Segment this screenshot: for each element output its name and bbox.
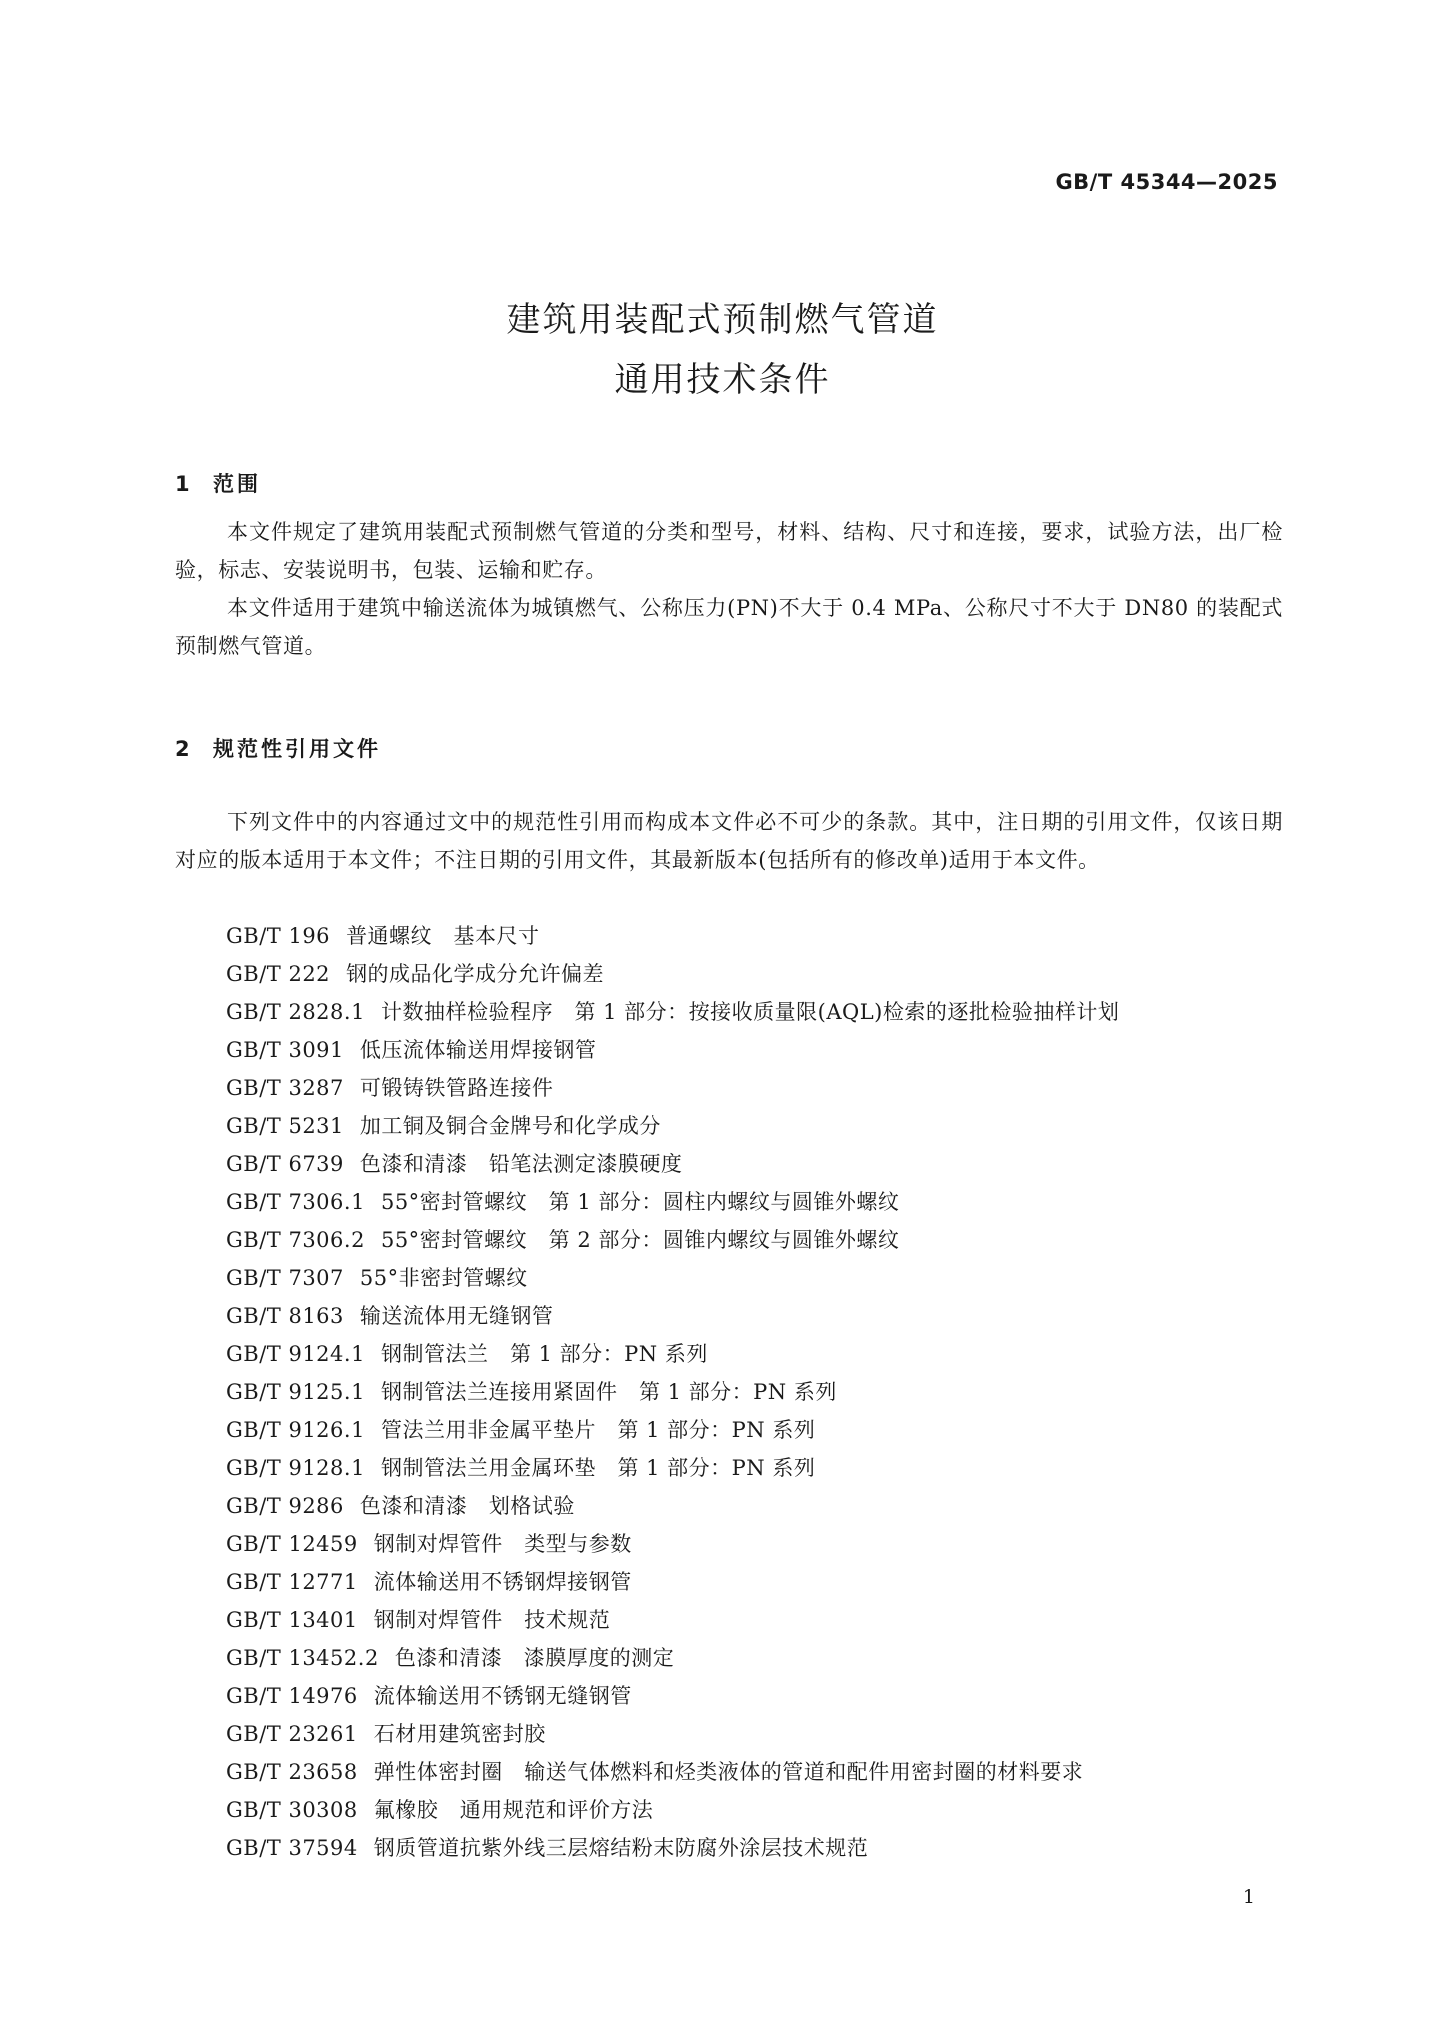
reference-item [226,1411,1119,1449]
section-1-number: 1 [175,472,190,496]
reference-item [226,1449,1119,1487]
reference-code: GB/T 13401 [226,1608,358,1632]
reference-code: GB/T 196 [226,924,331,948]
reference-title: 色漆和清漆 铅笔法测定漆膜硬度 [359,1152,683,1176]
reference-code: GB/T 2828.1 [226,1000,365,1024]
reference-code: GB/T 8163 [226,1304,344,1328]
reference-title: 流体输送用不锈钢无缝钢管 [373,1684,632,1708]
reference-item [226,1563,1119,1601]
reference-item [226,1107,1119,1145]
document-title-line2: 通用技术条件 [614,360,831,400]
reference-title: 石材用建筑密封胶 [373,1722,546,1746]
reference-title: 弹性体密封圈 输送气体燃料和烃类液体的管道和配件用密封圈的材料要求 [373,1760,1084,1784]
section-2-paragraph-1: 下列文件中的内容通过文中的规范性引用而构成本文件必不可少的条款。其中，注日期的引用文件，仅该日期对应的版本适用于本文件；不注日期的引用文件，其最新版本(包括所有的修改单)适用于本文件。 [175,810,1283,872]
reference-code: GB/T 23261 [226,1722,358,1746]
reference-code: GB/T 3287 [226,1076,344,1100]
reference-code: GB/T 9126.1 [226,1418,365,1442]
reference-item [226,1601,1119,1639]
standard-number: GB/T 45344—2025 [1055,170,1278,194]
reference-title: 加工铜及铜合金牌号和化学成分 [359,1114,661,1138]
reference-code: GB/T 23658 [226,1760,358,1784]
reference-title: 氟橡胶 通用规范和评价方法 [373,1798,654,1822]
reference-code: GB/T 9125.1 [226,1380,365,1404]
reference-item [226,1525,1119,1563]
reference-code: GB/T 9128.1 [226,1456,365,1480]
reference-code: GB/T 14976 [226,1684,358,1708]
reference-item [226,1145,1119,1183]
reference-item [226,1031,1119,1069]
reference-title: 钢制对焊管件 类型与参数 [373,1532,632,1556]
reference-code: GB/T 13452.2 [226,1646,379,1670]
section-2-number: 2 [175,737,190,761]
reference-title: 计数抽样检验程序 第 1 部分：按接收质量限(AQL)检索的逐批检验抽样计划 [380,1000,1120,1024]
reference-item [226,1791,1119,1829]
reference-title: 钢制管法兰 第 1 部分：PN 系列 [380,1342,708,1366]
reference-item [226,1069,1119,1107]
reference-code: GB/T 5231 [226,1114,344,1138]
reference-title: 色漆和清漆 划格试验 [359,1494,575,1518]
reference-title: 钢的成品化学成分允许偏差 [346,962,605,986]
reference-item [226,1753,1119,1791]
section-1-heading [175,468,261,498]
reference-item [226,1221,1119,1259]
reference-title: 输送流体用无缝钢管 [359,1304,554,1328]
reference-item [226,917,1119,955]
document-title-line1: 建筑用装配式预制燃气管道 [506,300,939,340]
reference-code: GB/T 222 [226,962,331,986]
reference-title: 55°密封管螺纹 第 2 部分：圆锥内螺纹与圆锥外螺纹 [380,1228,900,1252]
normative-references-list [226,917,1119,1867]
reference-title: 钢质管道抗紫外线三层熔结粉末防腐外涂层技术规范 [373,1836,869,1860]
reference-item [226,1487,1119,1525]
reference-code: GB/T 7306.1 [226,1190,365,1214]
reference-item [226,1335,1119,1373]
reference-item [226,1715,1119,1753]
reference-code: GB/T 37594 [226,1836,358,1860]
reference-title: 管法兰用非金属平垫片 第 1 部分：PN 系列 [380,1418,816,1442]
reference-code: GB/T 7307 [226,1266,344,1290]
reference-item [226,1677,1119,1715]
section-2-title: 规范性引用文件 [213,737,381,761]
reference-code: GB/T 9124.1 [226,1342,365,1366]
reference-title: 钢制管法兰用金属环垫 第 1 部分：PN 系列 [380,1456,816,1480]
reference-title: 钢制对焊管件 技术规范 [373,1608,611,1632]
reference-title: 色漆和清漆 漆膜厚度的测定 [394,1646,675,1670]
reference-title: 低压流体输送用焊接钢管 [359,1038,597,1062]
reference-item [226,1373,1119,1411]
reference-code: GB/T 12459 [226,1532,358,1556]
reference-title: 流体输送用不锈钢焊接钢管 [373,1570,632,1594]
section-1-paragraph-2: 本文件适用于建筑中输送流体为城镇燃气、公称压力(PN)不大于 0.4 MPa、公称尺寸不大于 DN80 的装配式预制燃气管道。 [175,596,1283,658]
section-1-title: 范围 [213,472,261,496]
reference-title: 55°密封管螺纹 第 1 部分：圆柱内螺纹与圆锥外螺纹 [380,1190,900,1214]
reference-item [226,1259,1119,1297]
reference-code: GB/T 3091 [226,1038,344,1062]
reference-item [226,993,1119,1031]
reference-title: 普通螺纹 基本尺寸 [346,924,540,948]
document-title [0,290,1445,410]
reference-title: 可锻铸铁管路连接件 [359,1076,554,1100]
reference-item [226,1183,1119,1221]
reference-item [226,1829,1119,1867]
reference-code: GB/T 9286 [226,1494,344,1518]
reference-item [226,955,1119,993]
reference-code: GB/T 6739 [226,1152,344,1176]
reference-item [226,1639,1119,1677]
reference-code: GB/T 7306.2 [226,1228,365,1252]
reference-title: 钢制管法兰连接用紧固件 第 1 部分：PN 系列 [380,1380,837,1404]
page-number: 1 [1242,1886,1255,1908]
reference-code: GB/T 12771 [226,1570,358,1594]
reference-title: 55°非密封管螺纹 [359,1266,528,1290]
section-1-paragraph-1: 本文件规定了建筑用装配式预制燃气管道的分类和型号，材料、结构、尺寸和连接，要求，试验方法，出厂检验，标志、安装说明书，包装、运输和贮存。 [175,520,1283,582]
reference-item [226,1297,1119,1335]
section-2-heading [175,733,381,763]
reference-code: GB/T 30308 [226,1798,358,1822]
